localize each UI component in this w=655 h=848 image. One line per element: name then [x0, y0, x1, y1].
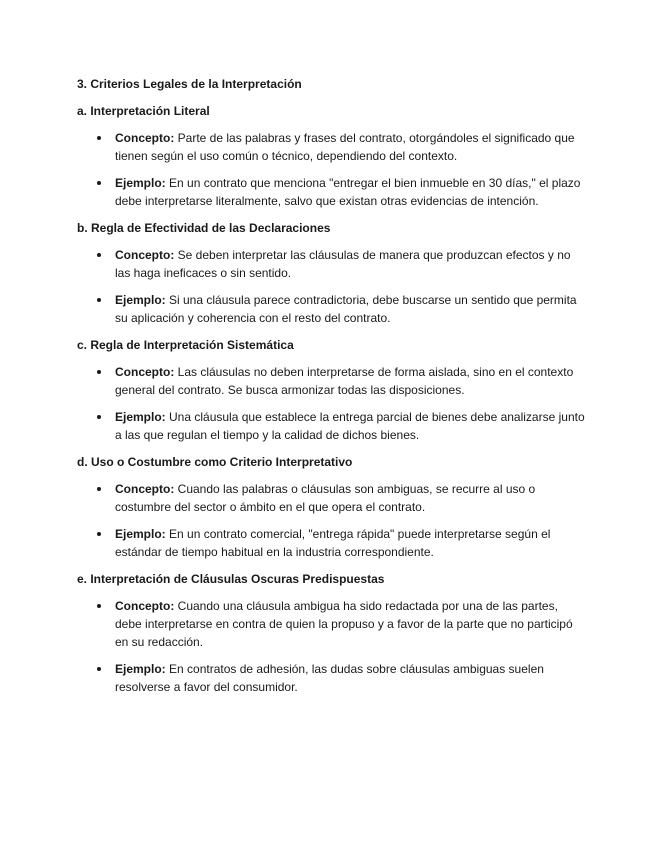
item-text: En contratos de adhesión, las dudas sobre cláusulas ambiguas suelen resolverse a favor del consumidor.: [115, 662, 544, 694]
list-item: [77, 408, 585, 444]
item-label: Ejemplo:: [115, 176, 166, 190]
item-label: Ejemplo:: [115, 293, 166, 307]
section-heading: b. Regla de Efectividad de las Declaraciones: [77, 221, 331, 235]
item-text: Una cláusula que establece la entrega parcial de bienes debe analizarse junto a las que regulan el tiempo y la calidad de dichos bienes.: [115, 410, 585, 442]
bullet-icon: [97, 253, 101, 257]
section-heading: d. Uso o Costumbre como Criterio Interpretativo: [77, 455, 353, 469]
section-list: [77, 597, 585, 696]
bullet-icon: [97, 487, 101, 491]
item-text: En un contrato que menciona "entregar el bien inmueble en 30 días," el plazo debe interpretarse literalmente, salvo que existan otras evidencias de intención.: [115, 176, 581, 208]
list-item: [77, 660, 585, 696]
item-label: Concepto:: [115, 248, 175, 262]
item-label: Ejemplo:: [115, 527, 166, 541]
section-heading: a. Interpretación Literal: [77, 104, 210, 118]
section-list: [77, 129, 585, 210]
item-label: Concepto:: [115, 599, 175, 613]
section-list: [77, 480, 585, 561]
bullet-icon: [97, 370, 101, 374]
item-label: Concepto:: [115, 365, 175, 379]
item-label: Concepto:: [115, 482, 175, 496]
item-text: Las cláusulas no deben interpretarse de forma aislada, sino en el contexto general del contrato. Se busca armonizar todas las disposiciones.: [115, 365, 574, 397]
item-label: Ejemplo:: [115, 662, 166, 676]
bullet-icon: [97, 415, 101, 419]
list-item: [77, 174, 585, 210]
item-label: Concepto:: [115, 131, 175, 145]
bullet-icon: [97, 604, 101, 608]
list-item: [77, 480, 585, 516]
section-heading: e. Interpretación de Cláusulas Oscuras Predispuestas: [77, 572, 385, 586]
item-text: Cuando las palabras o cláusulas son ambiguas, se recurre al uso o costumbre del sector o ámbito en el que opera el contrato.: [115, 482, 536, 514]
list-item: [77, 597, 585, 651]
list-item: [77, 363, 585, 399]
item-text: Cuando una cláusula ambigua ha sido redactada por una de las partes, debe interpretarse en contra de quien la propuso y a favor de la parte que no participó en su redacción.: [115, 599, 573, 649]
item-label: Ejemplo:: [115, 410, 166, 424]
section-heading: c. Regla de Interpretación Sistemática: [77, 338, 294, 352]
list-item: [77, 246, 585, 282]
document-title: 3. Criterios Legales de la Interpretación: [77, 77, 302, 91]
item-text: Parte de las palabras y frases del contrato, otorgándoles el significado que tienen según el uso común o técnico, dependiendo del contexto.: [115, 131, 575, 163]
section-list: [77, 363, 585, 444]
bullet-icon: [97, 298, 101, 302]
section-list: [77, 246, 585, 327]
bullet-icon: [97, 136, 101, 140]
bullet-icon: [97, 667, 101, 671]
list-item: [77, 129, 585, 165]
list-item: [77, 291, 585, 327]
item-text: Si una cláusula parece contradictoria, debe buscarse un sentido que permita su aplicación y coherencia con el resto del contrato.: [115, 293, 577, 325]
list-item: [77, 525, 585, 561]
bullet-icon: [97, 532, 101, 536]
bullet-icon: [97, 181, 101, 185]
item-text: En un contrato comercial, "entrega rápida" puede interpretarse según el estándar de tiempo habitual en la industria correspondiente.: [115, 527, 551, 559]
item-text: Se deben interpretar las cláusulas de manera que produzcan efectos y no las haga ineficaces o sin sentido.: [115, 248, 571, 280]
